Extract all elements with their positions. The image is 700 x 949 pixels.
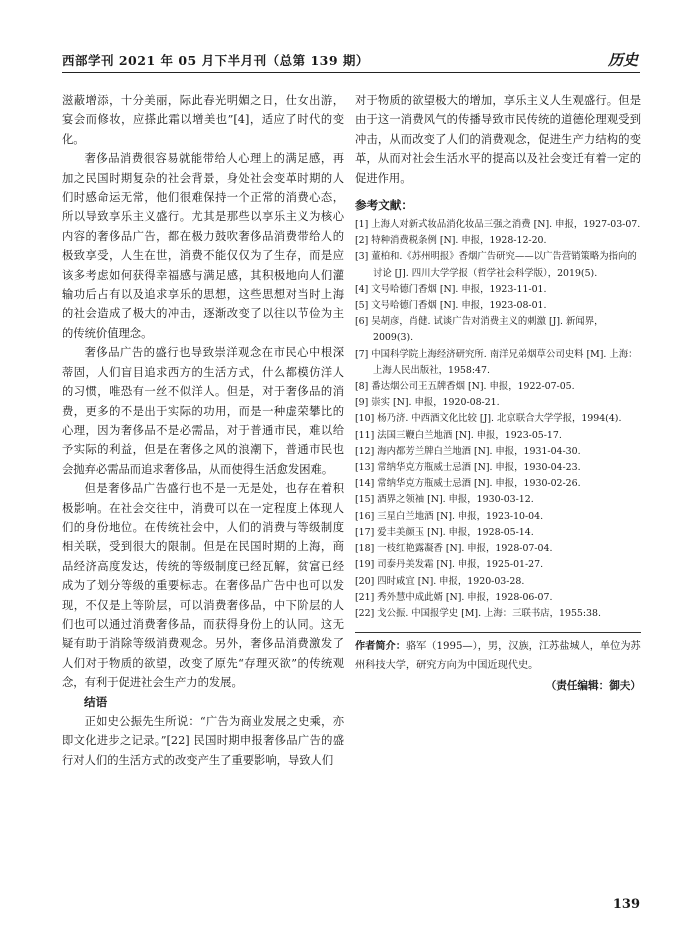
reference-item: [13] 常纳华克方瓶威士忌酒 [N]. 申报，1930-04-23. xyxy=(355,462,581,474)
conclusion-paragraph: 正如史公振先生所说：“广告为商业发展之史乘，亦即文化进步之记录。”[22] 民国时期申报奢侈品广告的盛行对人们的生活方式的改变产生了重要影响，导致人们 xyxy=(62,715,344,767)
reference-item: [11] 法国三鞭白兰地酒 [N]. 申报，1923-05-17. xyxy=(355,429,562,441)
reference-item: [17] 爱丰美颜玉 [N]. 申报，1928-05-14. xyxy=(355,526,534,538)
reference-item: [21] 秀外慧中成此婿 [N]. 申报，1928-06-07. xyxy=(355,591,553,603)
reference-item: [9] 崇实 [N]. 申报，1920-08-21. xyxy=(355,397,500,409)
reference-item: [7] 中国科学院上海经济研究所. 南洋兄弟烟草公司史料 [M]. 上海：上海人民出版社，1958:47. xyxy=(355,348,638,376)
body-paragraph: 滋蔽增添，十分美丽，际此春光明媚之日，仕女出游，宴会而修妆，应搽此霜以增美也”[4]，适应了时代的变化。 xyxy=(62,94,344,146)
page-number: 139 xyxy=(612,897,640,912)
reference-item: [14] 常纳华克方瓶威士忌酒 [N]. 申报，1930-02-26. xyxy=(355,478,581,490)
body-paragraph: 但是奢侈品广告盛行也不是一无是处，也存在着积极影响。在社会交往中，消费可以在一定程度上体现人们的身份地位。在传统社会中，人们的消费与等级制度相关联，受到很大的限制。但是在民国时期的上海，商品经济高度发达，传统的等级制度已经瓦解，贫富已经成为了划分等级的重要标志。在奢侈品广告中也可以发现，不仅是上等阶层，可以消费奢侈品，中下阶层的人们也可以通过消费奢侈品，而获得身份上的认同。这无疑有助于消除等级消费观念。另外，奢侈品消费激发了人们对于物质的欲望，改变了原先“存理灭欲”的传统观念，有利于促进社会生产力的发展。 xyxy=(62,482,344,690)
author-bio-text: 骆军（1995—），男，汉族，江苏盐城人，单位为苏州科技大学，研究方向为中国近现代史。 xyxy=(355,641,641,672)
left-column xyxy=(62,91,344,770)
responsible-editor: （责任编辑：御夫） xyxy=(545,680,641,693)
body-paragraph: 奢侈品广告的盛行也导致崇洋观念在市民心中根深蒂固，人们盲目追求西方的生活方式，什么都模仿洋人的习惯，唯恐有一丝不似洋人。但是，对于奢侈品的消费，更多的不是出于实际的功用，而是一种虚荣攀比的心理，因为奢侈品不是必需品，对于普通市民，难以给予实际的利益，但是在奢侈之风的浪潮下，普通市民也会抛弃必需品而追求奢侈品，从而使得生活愈发困难。 xyxy=(62,346,344,476)
reference-item: [10] 杨乃济. 中西酒文化比较 [J]. 北京联合大学学报，1994(4). xyxy=(355,413,622,425)
author-bio-label: 作者简介： xyxy=(355,640,406,653)
reference-item: [22] 戈公振. 中国报学史 [M]. 上海：三联书店，1955:38. xyxy=(355,607,601,619)
page-header xyxy=(62,49,640,71)
reference-item: [3] 董柏和.《苏州明报》香烟广告研究——以广告营销策略为指向的讨论 [J]. 四川大学学报（哲学社会科学版），2019(5). xyxy=(355,251,637,279)
reference-list xyxy=(355,217,641,622)
reference-item: [4] 文号哈德门香烟 [N]. 申报，1923-11-01. xyxy=(355,283,547,295)
body-paragraph: 奢侈品消费很容易就能带给人心理上的满足感，再加之民国时期复杂的社会背景，身处社会变革时期的人们时感命运无常，他们很难保持一个正常的消费心态，所以导致享乐主义盛行。尤其是那些以享乐主义为核心内容的奢侈品广告，都在极力鼓吹奢侈品消费带给人的极致享受，人生在世，消费不能仅仅为了生存，而是应该多考虑如何获得幸福感与满足感，其积极地向人们灌输功后占有以及追求享乐的思想，这些思想对当时上海的社会造成了极大的冲击，逐渐改变了以往以节俭为主的传统价值理念。 xyxy=(62,152,344,340)
reference-item: [2] 特种消费税条例 [N]. 申报，1928-12-20. xyxy=(355,235,547,247)
conclusion-heading: 结语 xyxy=(84,694,108,709)
reference-item: [19] 司泰丹美发霜 [N]. 申报，1925-01-27. xyxy=(355,559,544,571)
reference-item: [6] 吴胡彦，肖健. 试谈广告对消费主义的刺激 [J]. 新闻界，2009(3). xyxy=(355,316,604,344)
right-column xyxy=(355,91,641,695)
reference-item: [1] 上海人对新式妆品消化妆品三强之消费 [N]. 申报，1927-03-07. xyxy=(355,219,641,231)
header-divider xyxy=(62,72,640,73)
reference-item: [12] 海内都芳兰牌白兰地酒 [N]. 申报，1931-04-30. xyxy=(355,445,581,457)
body-paragraph: 对于物质的欲望极大的增加，享乐主义人生观盛行。但是由于这一消费风气的传播导致市民传统的道德伦理观受到冲击，从而改变了人们的消费观念，促进生产力结构的变革，从而对社会生活水平的提高以及社会变迁有着一定的促进作用。 xyxy=(355,94,641,185)
journal-masthead: 西部学刊 2021 年 05 月下半月刊（总第 139 期） xyxy=(62,53,369,68)
reference-item: [5] 文号哈德门香烟 [N]. 申报，1923-08-01. xyxy=(355,300,547,312)
author-bio xyxy=(355,632,641,675)
reference-item: [15] 酒界之领袖 [N]. 申报，1930-03-12. xyxy=(355,494,534,506)
references-heading: 参考文献： xyxy=(355,198,413,213)
reference-item: [8] 番达烟公司王五牌香烟 [N]. 申报，1922-07-05. xyxy=(355,381,575,393)
section-label: 历史 xyxy=(607,51,638,69)
reference-item: [16] 三星白兰地酒 [N]. 申报，1923-10-04. xyxy=(355,510,544,522)
reference-item: [18] 一枝红艳露凝香 [N]. 申报，1928-07-04. xyxy=(355,543,553,555)
reference-item: [20] 四时咸宜 [N]. 申报，1920-03-28. xyxy=(355,575,525,587)
